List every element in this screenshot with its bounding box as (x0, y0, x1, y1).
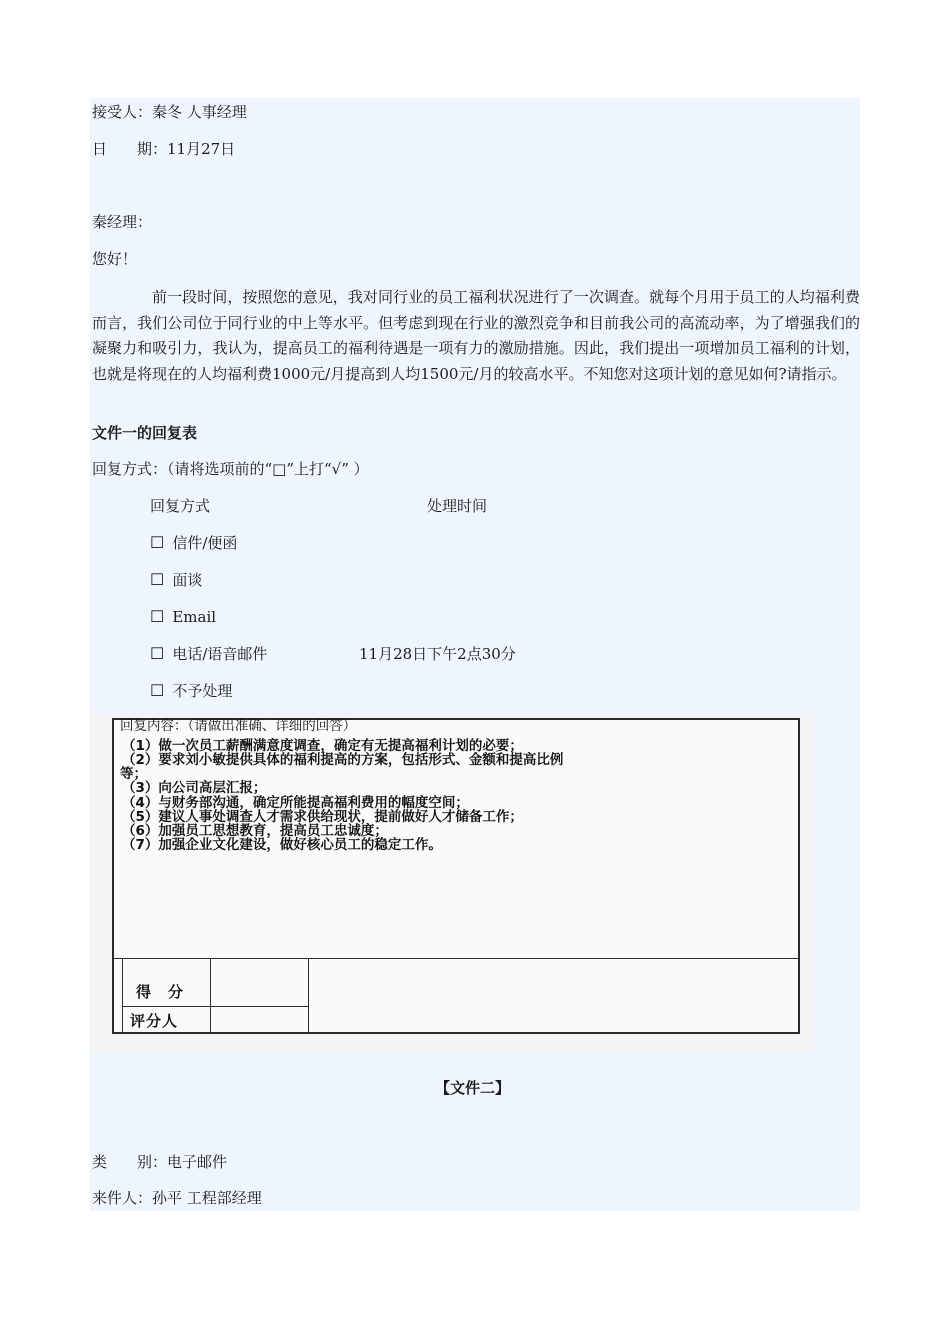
doc2-sender: 来件人：孙平 工程部经理 (92, 1189, 262, 1207)
reply-line: （7）加强企业文化建设，做好核心员工的稳定工作。 (122, 837, 442, 853)
checkbox-icon[interactable]: ☐ (150, 644, 165, 663)
option-email[interactable] (150, 608, 216, 626)
option-label: Email (172, 608, 217, 626)
option-phone[interactable] (150, 645, 267, 663)
reply-form-title: 文件一的回复表 (92, 424, 198, 442)
reply-line: （2）要求刘小敏提供具体的福利提高的方案，包括形式、金额和提高比例 (122, 752, 564, 768)
reply-line: 等； (120, 766, 147, 782)
reply-line: （5）建议人事处调查人才需求供给现状，提前做好人才储备工作； (122, 809, 523, 825)
greeting: 您好！ (92, 250, 138, 268)
checkbox-icon[interactable]: ☐ (150, 607, 165, 626)
reply-line: （1）做一次员工薪酬满意度调查，确定有无提高福利计划的必要； (122, 738, 523, 754)
letter-body: 前一段时间，按照您的意见，我对同行业的员工福利状况进行了一次调查。就每个月用于员工的人均福利费而言，我们公司位于同行业的中上等水平。但考虑到现在行业的激烈竞争和目前我公司的高流动率，为了增强我们的凝聚力和吸引力，我认为，提高员工的福利待遇是一项有力的激励措施。因此，我们提出一项增加员工福利的计划，也就是将现在的人均福利费1000元/月提高到人均1500元/月的较高水平。不知您对这项计划的意见如何?请指示。 (92, 288, 860, 383)
checkbox-icon[interactable]: ☐ (150, 681, 165, 700)
column-header-time: 处理时间 (427, 497, 488, 515)
reply-line: （6）加强员工思想教育，提高员工忠诚度； (122, 823, 388, 839)
option-label: 不予处理 (172, 682, 233, 700)
grader-label: 评分人 (130, 1012, 179, 1030)
score-table-left-border (122, 958, 123, 1034)
score-table-top-border (112, 958, 800, 959)
reply-line: （4）与财务部沟通，确定所能提高福利费用的幅度空间； (122, 795, 469, 811)
option-phone-time: 11月28日下午2点30分 (359, 645, 516, 663)
option-interview[interactable] (150, 571, 202, 589)
checkbox-icon[interactable]: ☐ (150, 570, 165, 589)
checkbox-icon[interactable]: ☐ (150, 533, 165, 552)
option-label: 信件/便函 (172, 534, 238, 552)
score-label: 得 分 (136, 983, 185, 1001)
reply-content-header: 回复内容：（请做出准确、详细的回答） (120, 718, 357, 734)
doc2-heading: 【文件二】 (435, 1079, 511, 1097)
score-table-row-divider (122, 1006, 308, 1007)
score-table-divider (308, 958, 309, 1034)
option-label: 面谈 (172, 571, 203, 589)
option-no-action[interactable] (150, 682, 232, 700)
doc2-category: 类 别：电子邮件 (92, 1153, 228, 1171)
option-letter[interactable] (150, 534, 237, 552)
reply-instruction: 回复方式：（请将选项前的“□”上打“√” ） (92, 460, 369, 478)
salutation: 秦经理： (92, 213, 153, 231)
column-header-method: 回复方式 (150, 497, 211, 515)
score-table-divider (210, 958, 211, 1034)
option-label: 电话/语音邮件 (172, 645, 268, 663)
recipient-line: 接受人：秦冬 人事经理 (92, 103, 247, 121)
reply-line: （3）向公司高层汇报； (122, 780, 267, 796)
date-line: 日 期：11月27日 (92, 140, 236, 158)
